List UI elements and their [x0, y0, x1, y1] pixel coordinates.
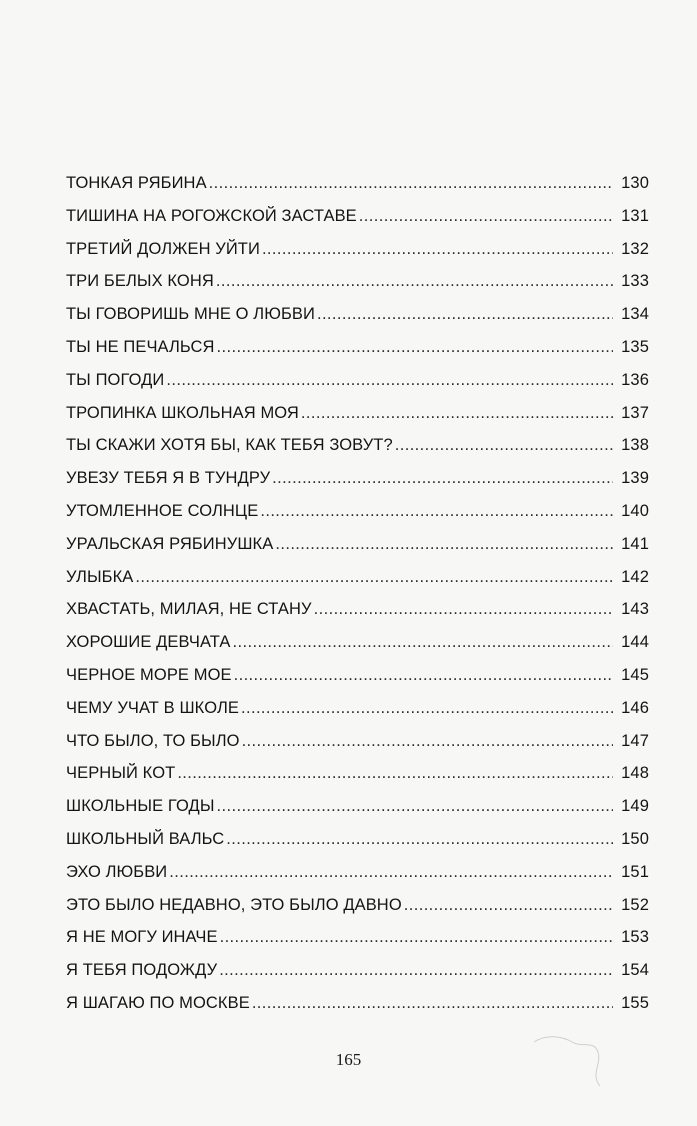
toc-entry: [66, 659, 649, 692]
toc-entry-page: 149: [621, 797, 649, 816]
toc-entry: [66, 495, 649, 528]
toc-dot-leader: [395, 429, 613, 462]
toc-entry: [66, 889, 649, 922]
toc-entry-title: ТРОПИНКА ШКОЛЬНАЯ МОЯ: [66, 403, 299, 422]
toc-entry-page: 133: [621, 272, 649, 291]
toc-entry-title: ТЫ СКАЖИ ХОТЯ БЫ, КАК ТЕБЯ ЗОВУТ?: [66, 436, 393, 455]
toc-entry-page: 148: [621, 764, 649, 783]
toc-dot-leader: [252, 987, 613, 1020]
toc-dot-leader: [241, 692, 613, 725]
toc-entry-page: 152: [621, 895, 649, 914]
toc-entry-page: 137: [621, 403, 649, 422]
toc-dot-leader: [234, 659, 613, 692]
toc-entry: [66, 987, 649, 1020]
toc-entry-title: ХВАСТАТЬ, МИЛАЯ, НЕ СТАНУ: [66, 600, 312, 619]
toc-dot-leader: [242, 725, 613, 758]
toc-entry: [66, 167, 649, 200]
toc-dot-leader: [275, 528, 613, 561]
toc-entry-title: ЧЕМУ УЧАТ В ШКОЛЕ: [66, 698, 239, 717]
toc-entry-page: 134: [621, 305, 649, 324]
toc-entry-page: 130: [621, 174, 649, 192]
toc-entry: [66, 757, 649, 790]
toc-entry-page: 138: [621, 436, 649, 455]
toc-entry-title: ТЫ ПОГОДИ: [66, 370, 165, 389]
toc-entry: [66, 233, 649, 266]
toc-entry: [66, 462, 649, 495]
toc-entry-page: 132: [621, 239, 649, 258]
toc-entry-title: УЛЫБКА: [66, 567, 134, 586]
toc-dot-leader: [217, 790, 613, 823]
toc-dot-leader: [216, 265, 613, 298]
toc-entry-page: 144: [621, 633, 649, 652]
toc-entry-title: ЧЕРНОЕ МОРЕ МОЕ: [66, 665, 232, 684]
toc-entry-page: 142: [621, 567, 649, 586]
toc-dot-leader: [317, 298, 613, 331]
toc-dot-leader: [219, 954, 613, 987]
toc-entry-title: Я ШАГАЮ ПО МОСКВЕ: [66, 993, 250, 1012]
toc-dot-leader: [169, 856, 613, 889]
toc-entry: [66, 397, 649, 430]
toc-entry-title: ЭТО БЫЛО НЕДАВНО, ЭТО БЫЛО ДАВНО: [66, 895, 402, 914]
toc-entry-page: 131: [621, 206, 649, 225]
toc-dot-leader: [301, 397, 613, 430]
toc-dot-leader: [135, 561, 613, 594]
toc-entry-page: 145: [621, 665, 649, 684]
toc-entry-page: 136: [621, 370, 649, 389]
toc-entry-page: 141: [621, 534, 649, 553]
toc-dot-leader: [272, 462, 613, 495]
toc-entry: [66, 331, 649, 364]
toc-dot-leader: [359, 200, 613, 233]
toc-entry-page: 147: [621, 731, 649, 750]
toc-entry-page: 139: [621, 469, 649, 488]
toc-entry-page: 154: [621, 961, 649, 980]
toc-entry-title: ШКОЛЬНЫЙ ВАЛЬС: [66, 829, 225, 848]
toc-entry-title: ЧТО БЫЛО, ТО БЫЛО: [66, 731, 240, 750]
toc-entry-title: Я ТЕБЯ ПОДОЖДУ: [66, 961, 218, 980]
toc-entry: [66, 790, 649, 823]
toc-dot-leader: [220, 921, 613, 954]
toc-entry-title: ТРИ БЕЛЫХ КОНЯ: [66, 272, 214, 291]
table-of-contents: [66, 167, 649, 1020]
toc-entry: [66, 823, 649, 856]
toc-entry: [66, 921, 649, 954]
toc-entry-title: ЭХО ЛЮБВИ: [66, 862, 168, 881]
toc-entry-title: ТРЕТИЙ ДОЛЖЕН УЙТИ: [66, 239, 260, 258]
toc-dot-leader: [262, 233, 613, 266]
toc-entry-title: ХОРОШИЕ ДЕВЧАТА: [66, 633, 231, 652]
toc-entry-title: УВЕЗУ ТЕБЯ Я В ТУНДРУ: [66, 469, 271, 488]
toc-entry: [66, 725, 649, 758]
toc-dot-leader: [166, 364, 613, 397]
toc-entry-title: Я НЕ МОГУ ИНАЧЕ: [66, 928, 218, 947]
toc-entry-page: 146: [621, 698, 649, 717]
toc-dot-leader: [404, 889, 613, 922]
toc-dot-leader: [233, 626, 613, 659]
toc-entry-page: 135: [621, 337, 649, 356]
toc-entry-page: 143: [621, 600, 649, 619]
toc-entry-page: 155: [621, 993, 649, 1012]
toc-entry-page: 140: [621, 501, 649, 520]
toc-entry: [66, 200, 649, 233]
toc-dot-leader: [226, 823, 613, 856]
toc-entry-title: ТИШИНА НА РОГОЖСКОЙ ЗАСТАВЕ: [66, 206, 357, 225]
toc-dot-leader: [217, 331, 613, 364]
toc-entry: [66, 626, 649, 659]
toc-dot-leader: [177, 757, 613, 790]
toc-entry: [66, 528, 649, 561]
toc-entry: [66, 593, 649, 626]
page-number: 165: [335, 1050, 362, 1069]
toc-entry: [66, 364, 649, 397]
toc-dot-leader: [209, 167, 613, 200]
toc-dot-leader: [314, 593, 613, 626]
toc-dot-leader: [260, 495, 613, 528]
toc-entry: [66, 265, 649, 298]
toc-entry: [66, 856, 649, 889]
toc-entry-title: ТЫ НЕ ПЕЧАЛЬСЯ: [66, 337, 215, 356]
toc-entry-title: ТЫ ГОВОРИШЬ МНЕ О ЛЮБВИ: [66, 305, 315, 324]
toc-entry: [66, 954, 649, 987]
toc-entry-page: 153: [621, 928, 649, 947]
toc-entry-title: ТОНКАЯ РЯБИНА: [66, 174, 207, 192]
toc-entry-title: ШКОЛЬНЫЕ ГОДЫ: [66, 797, 215, 816]
toc-entry-title: УРАЛЬСКАЯ РЯБИНУШКА: [66, 534, 274, 553]
toc-entry-title: ЧЕРНЫЙ КОТ: [66, 764, 176, 783]
toc-entry-title: УТОМЛЕННОЕ СОЛНЦЕ: [66, 501, 259, 520]
toc-entry-page: 151: [621, 862, 649, 881]
toc-entry: [66, 429, 649, 462]
toc-entry-page: 150: [621, 829, 649, 848]
toc-entry: [66, 298, 649, 331]
toc-entry: [66, 692, 649, 725]
toc-entry: [66, 561, 649, 594]
